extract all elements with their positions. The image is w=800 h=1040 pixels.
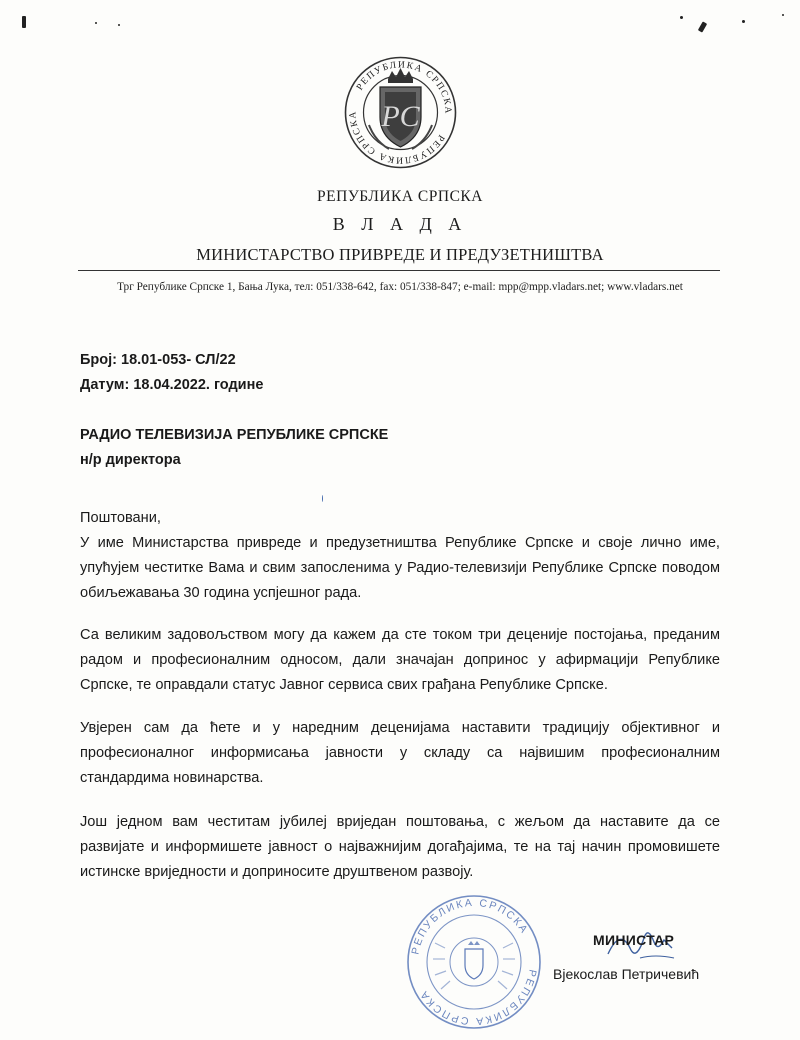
letterhead-government: В Л А Д А (332, 214, 468, 234)
svg-text:РЕПУБЛИКА СРПСКА: РЕПУБЛИКА СРПСКА (409, 896, 531, 956)
letterhead-contact: Трг Републике Српске 1, Бања Лука, тел: 051/338-642, fax: 051/338-847; e-mail: mpp@mpp.vladars.net; www.vladars.net (117, 281, 683, 293)
coat-of-arms-seal (343, 55, 458, 170)
scan-mark (95, 22, 97, 24)
recipient-attention: н/р директора (80, 452, 181, 468)
signatory-title: МИНИСТАР (593, 932, 675, 948)
svg-text:РЕПУБЛИКА СРПСКА: РЕПУБЛИКА СРПСКА (355, 60, 453, 116)
scan-mark (22, 16, 26, 28)
body-paragraph-3: Увјерен сам да ћете и у наредним деценијама наставити традицију објективног и професионалног информисања јавности у складу са највишим професионалним стандардима новинарства. (80, 720, 720, 786)
letterhead-divider (78, 270, 720, 271)
scan-mark (698, 21, 707, 32)
reference-number: Број: 18.01-053- СЛ/22 (80, 352, 236, 368)
svg-text:РС: РС (381, 100, 420, 133)
scan-mark (782, 14, 784, 16)
salutation: Поштовани, (80, 510, 161, 526)
letterhead-ministry: МИНИСТАРСТВО ПРИВРЕДЕ И ПРЕДУЗЕТНИШТВА (196, 245, 604, 264)
scan-mark (680, 16, 683, 19)
reference-date: Датум: 18.04.2022. године (80, 377, 264, 393)
scan-mark (322, 495, 323, 502)
svg-text:РЕПУБЛИКА СРПСКА: РЕПУБЛИКА СРПСКА (348, 109, 446, 165)
official-stamp (405, 893, 543, 1031)
body-paragraph-2: Са великим задовољством могу да кажем да сте током три деценије постојања, преданим радом и професионалним односом, дали значајан допринос у афирмацији Републике Српске, те оправдали статус Јавног сервиса свих грађана Републике Српске. (80, 627, 720, 693)
svg-text:РЕПУБЛИКА СРПСКА: РЕПУБЛИКА СРПСКА (417, 968, 539, 1028)
signatory-name: Вјекослав Петричевић (553, 966, 700, 982)
scan-mark (742, 20, 745, 23)
body-paragraph-4: Још једном вам честитам јубилеј вриједан поштовања, с жељом да наставите да се развијате и информишете јавност о најважнијим догађајима, те на тај начин промовишете истинске вриједности и доприносите друштвеном развоју. (80, 814, 720, 880)
letterhead-republic: РЕПУБЛИКА СРПСКА (317, 188, 483, 205)
recipient-name: РАДИО ТЕЛЕВИЗИЈА РЕПУБЛИКЕ СРПСКЕ (80, 427, 389, 443)
body-paragraph-1: У име Министарства привреде и предузетништва Републике Српске и своје лично име, упућујем честитке Вама и свим запосленима у Радио-телевизији Републике Српске поводом обиљежавања 30 година успјешног рада. (80, 535, 720, 601)
scan-mark (118, 24, 120, 26)
